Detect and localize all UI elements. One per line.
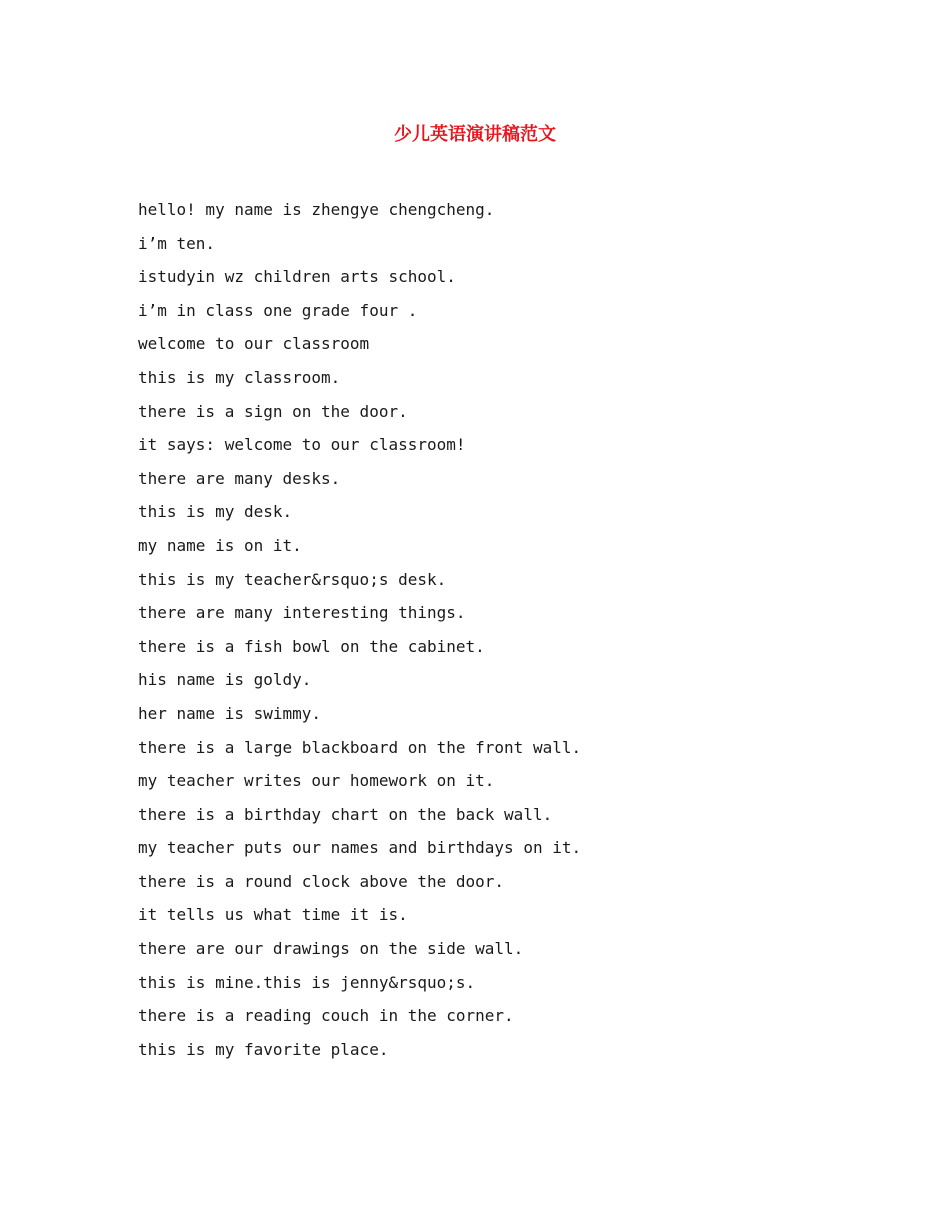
text-line: this is my classroom.: [138, 367, 341, 387]
text-line: my teacher writes our homework on it.: [138, 771, 495, 791]
text-line: my teacher puts our names and birthdays on it.: [138, 838, 582, 858]
text-line: my name is on it.: [138, 535, 302, 555]
text-line: there is a reading couch in the corner.: [138, 1006, 514, 1026]
text-line: this is my desk.: [138, 502, 293, 522]
text-line: i’m ten.: [138, 233, 216, 253]
text-line: there is a round clock above the door.: [138, 871, 505, 891]
speech-body: [138, 193, 838, 1066]
text-line: istudyin wz children arts school.: [138, 267, 456, 287]
text-line: there is a sign on the door.: [138, 401, 408, 421]
text-line: i’m in class one grade four .: [138, 300, 418, 320]
document-title: 少儿英语演讲稿范文: [394, 124, 556, 145]
text-line: there is a birthday chart on the back wall.: [138, 804, 553, 824]
text-line: this is my teacher&rsquo;s desk.: [138, 569, 447, 589]
text-line: there is a large blackboard on the front wall.: [138, 737, 582, 757]
text-line: there are many desks.: [138, 468, 341, 488]
text-line: there is a fish bowl on the cabinet.: [138, 636, 485, 656]
text-line: his name is goldy.: [138, 670, 312, 690]
text-line: there are many interesting things.: [138, 603, 466, 623]
text-line: it says: welcome to our classroom!: [138, 435, 466, 455]
text-line: it tells us what time it is.: [138, 905, 408, 925]
text-line: her name is swimmy.: [138, 703, 322, 723]
text-line: welcome to our classroom: [138, 334, 370, 354]
text-line: this is my favorite place.: [138, 1039, 389, 1059]
text-line: there are our drawings on the side wall.: [138, 939, 524, 959]
text-line: hello! my name is zhengye chengcheng.: [138, 200, 495, 219]
text-line: this is mine.this is jenny&rsquo;s.: [138, 972, 476, 992]
